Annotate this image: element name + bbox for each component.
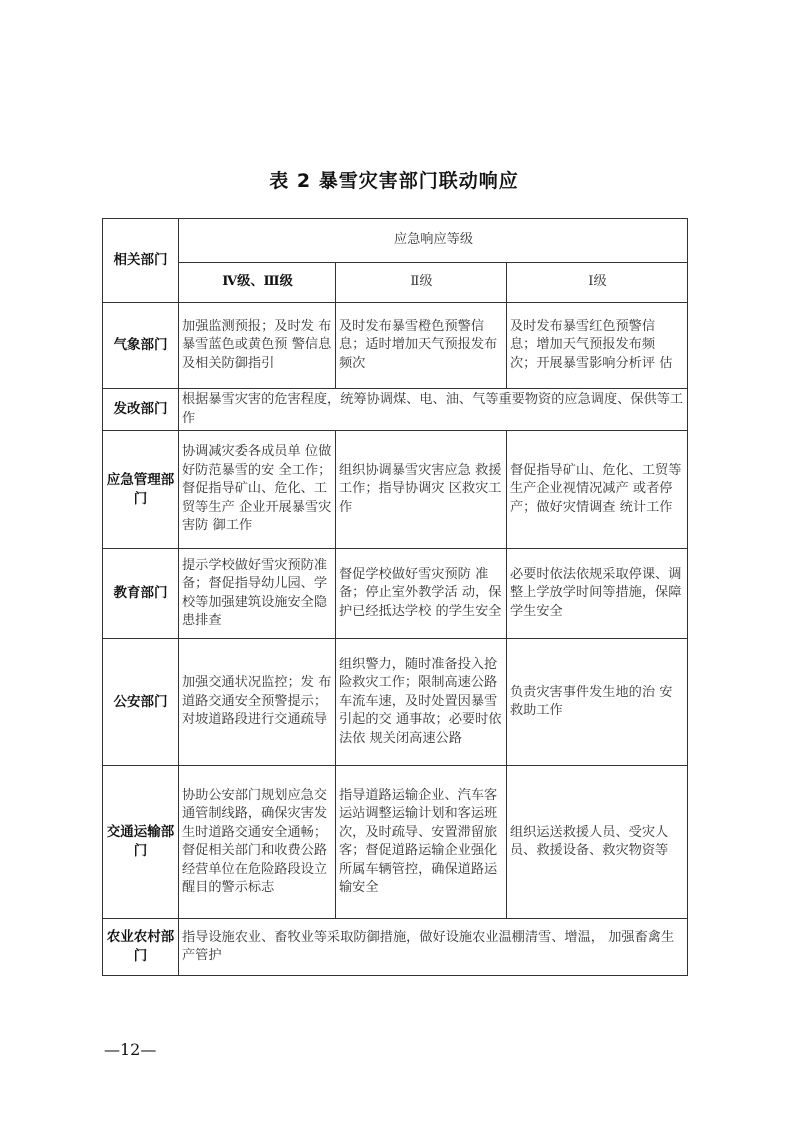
cell-level-2: 组织警力，随时准备投入抢险救灾工作；限制高速公路车流车速，及时处置因暴雪引起的交 通事故；必要时依法依 规关闭高速公路 bbox=[336, 639, 507, 766]
table-row bbox=[103, 389, 688, 431]
dept-cell: 交通运输部门 bbox=[103, 766, 179, 919]
cell-level-1: 督促指导矿山、危化、工贸等生产企业视情况减产 或者停产；做好灾情调查 统计工作 bbox=[507, 431, 688, 549]
table-row bbox=[103, 919, 688, 976]
table-row bbox=[103, 766, 688, 919]
dept-cell: 农业农村部门 bbox=[103, 919, 179, 976]
dept-cell: 气象部门 bbox=[103, 303, 179, 389]
dept-cell: 公安部门 bbox=[103, 639, 179, 766]
dept-cell: 发改部门 bbox=[103, 389, 179, 431]
header-row-2 bbox=[103, 263, 688, 303]
cell-level-4-3: 协调减灾委各成员单 位做好防范暴雪的安 全工作；督促指导矿山、危化、工贸等生产 企业开展暴雪灾害防 御工作 bbox=[179, 431, 336, 549]
cell-level-1: 必要时依法依规采取停课、调整上学放学时间等措施，保障学生安全 bbox=[507, 549, 688, 639]
table-row bbox=[103, 303, 688, 389]
table-row bbox=[103, 431, 688, 549]
cell-level-2: 及时发布暴雪橙色预警信息；适时增加天气预报发布频次 bbox=[336, 303, 507, 389]
cell-level-4-3: 提示学校做好雪灾预防准备；督促指导幼儿园、学校等加强建筑设施安全隐患排查 bbox=[179, 549, 336, 639]
cell-level-1: 负责灾害事件发生地的治 安救助工作 bbox=[507, 639, 688, 766]
cell-level-1: 组织运送救援人员、受灾人员、救援设备、救灾物资等 bbox=[507, 766, 688, 919]
cell-level-4-3: 加强交通状况监控；发 布道路交通安全预警提示；对坡道路段进行交通疏导 bbox=[179, 639, 336, 766]
page-number: —12— bbox=[104, 1040, 157, 1059]
cell-level-1: 及时发布暴雪红色预警信 息；增加天气预报发布频 次；开展暴雪影响分析评 估 bbox=[507, 303, 688, 389]
table-row bbox=[103, 639, 688, 766]
cell-level-4-3: 加强监测预报；及时发 布暴雪蓝色或黄色预 警信息及相关防御指引 bbox=[179, 303, 336, 389]
cell-level-2: 指导道路运输企业、汽车客运站调整运输计划和客运班次，及时疏导、安置滞留旅客；督促道路运输企业强化所属车辆管控，确保道路运输安全 bbox=[336, 766, 507, 919]
header-level-4-3: Ⅳ级、Ⅲ级 bbox=[179, 263, 336, 303]
header-level-1: Ⅰ级 bbox=[507, 263, 688, 303]
table-row bbox=[103, 549, 688, 639]
cell-level-2: 督促学校做好雪灾预防 准备；停止室外教学活 动，保护已经抵达学校 的学生安全 bbox=[336, 549, 507, 639]
cell-level-2: 组织协调暴雪灾害应急 救援工作；指导协调灾 区救灾工作 bbox=[336, 431, 507, 549]
dept-cell: 应急管理部门 bbox=[103, 431, 179, 549]
disaster-response-table bbox=[102, 218, 688, 976]
cell-merged: 根据暴雪灾害的危害程度，统筹协调煤、电、油、气等重要物资的应急调度、保供等工作 bbox=[179, 389, 688, 431]
dept-cell: 教育部门 bbox=[103, 549, 179, 639]
cell-merged: 指导设施农业、畜牧业等采取防御措施，做好设施农业温棚清雪、增温， 加强畜禽生产管护 bbox=[179, 919, 688, 976]
header-level-2: Ⅱ级 bbox=[336, 263, 507, 303]
cell-level-4-3: 协助公安部门规划应急交通管制线路，确保灾害发生时道路交通安全通畅；督促相关部门和收费公路经营单位在危险路段设立醒目的警示标志 bbox=[179, 766, 336, 919]
header-level-group: 应急响应等级 bbox=[179, 219, 688, 263]
table-title: 表 2 暴雪灾害部门联动响应 bbox=[269, 170, 519, 192]
header-row-1 bbox=[103, 219, 688, 263]
header-dept: 相关部门 bbox=[103, 219, 179, 303]
